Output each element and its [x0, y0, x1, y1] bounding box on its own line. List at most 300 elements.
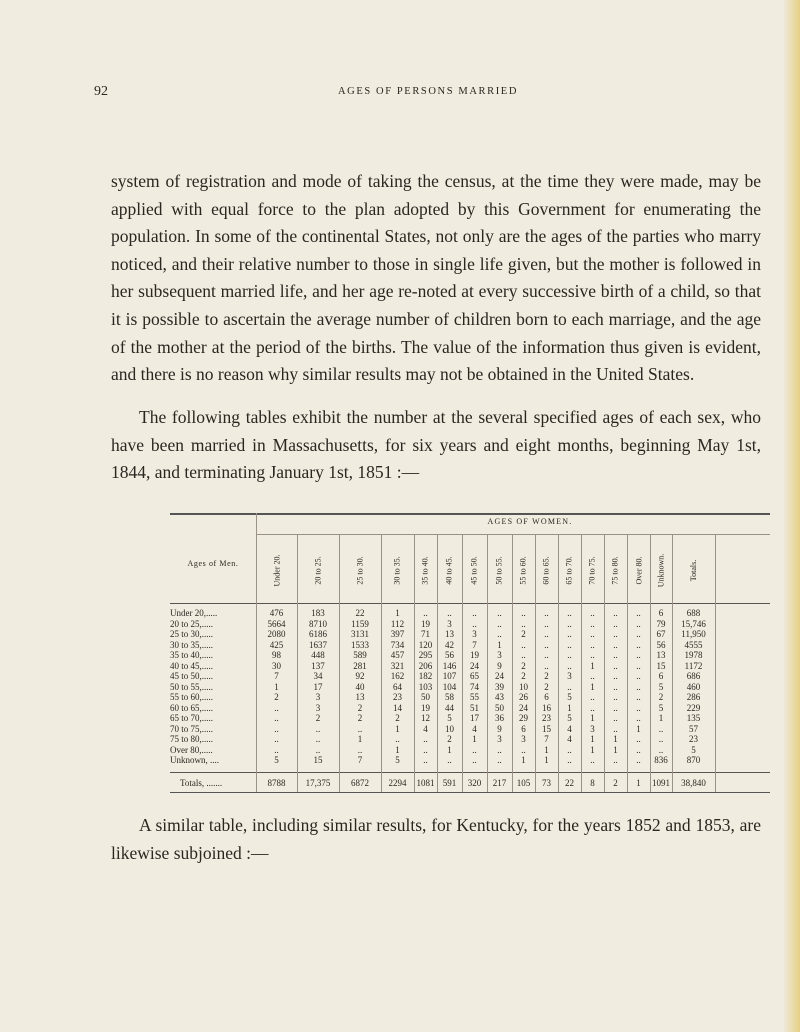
table-cell: 1 [497, 639, 502, 650]
table-cell: .. [497, 744, 502, 755]
table-cell: 6 [544, 692, 549, 702]
table-cell: .. [567, 618, 572, 629]
table-cell: 44 [445, 702, 454, 713]
column-header [581, 541, 604, 599]
table-cell: 3 [315, 702, 321, 713]
table-cell: 15 [542, 723, 551, 734]
column-header [672, 541, 715, 599]
table-cell: .. [521, 618, 526, 629]
row-label: 45 to 50,..... [170, 671, 214, 681]
row-label: 35 to 40,..... [170, 650, 214, 660]
column-header [297, 541, 339, 599]
table-cell: .. [544, 660, 549, 671]
table-rule [170, 603, 770, 604]
table-cell: .. [567, 650, 572, 660]
table-cell: .. [613, 618, 618, 629]
table-cell: 1 [395, 608, 400, 618]
column-header-label: 65 to 70. [565, 555, 575, 585]
paragraph-3: A similar table, including similar results, for Kentucky, for the years 1852 and 1853, are likewise subjoined :— [111, 815, 761, 863]
table-cell: 40 [355, 681, 365, 692]
table-cell: .. [423, 755, 428, 765]
table-cell: 2 [447, 734, 452, 744]
table-cell: 1 [357, 734, 363, 744]
table-cell: 9 [497, 660, 502, 671]
table-cell: .. [636, 650, 641, 660]
column-header-label: 60 to 65. [542, 555, 552, 585]
table-cell: 50 [421, 692, 430, 702]
table-cell: .. [274, 702, 279, 713]
table-cell: 50 [495, 702, 504, 713]
page-edge [784, 0, 800, 1032]
table-cell: .. [357, 723, 363, 734]
table-rule [256, 534, 770, 535]
table-cell: 30 [272, 660, 281, 671]
totals-cell: 8 [590, 778, 595, 788]
table-cell: .. [590, 650, 595, 660]
table-cell: .. [613, 681, 618, 692]
row-label: Under 20,..... [170, 608, 218, 618]
table-cell: .. [636, 608, 641, 618]
running-head: AGES OF PERSONS MARRIED [337, 86, 519, 97]
table-cell: 43 [495, 692, 504, 702]
table-cell: 286 [686, 692, 701, 702]
table-cell: .. [497, 755, 502, 765]
table-cell: 3 [497, 650, 502, 660]
table-cell: 26 [519, 692, 528, 702]
table-cell: .. [521, 639, 526, 650]
table-cell: .. [357, 744, 363, 755]
column-header-label: Totals. [689, 559, 698, 581]
table-cell: 2080 [267, 629, 286, 639]
table-cell: .. [472, 618, 477, 629]
table-cell: 51 [470, 702, 479, 713]
table-cell: .. [613, 650, 618, 660]
table-cell: 22 [355, 608, 365, 618]
table-cell: 1 [544, 755, 549, 765]
table-cell: 1 [590, 660, 595, 671]
table-cell: .. [636, 639, 641, 650]
table-cell: .. [521, 608, 526, 618]
table-cell: 65 [470, 671, 479, 681]
totals-cell: 1091 [652, 778, 670, 788]
table-cell: 1 [658, 713, 664, 723]
table-cell: 2 [544, 681, 549, 692]
table-cell: .. [497, 629, 502, 639]
table-cell: 24 [470, 660, 479, 671]
table-cell: .. [636, 618, 641, 629]
column-header [512, 541, 535, 599]
table-cell: .. [658, 744, 664, 755]
table-cell: 2 [274, 692, 279, 702]
table-cell: 13 [656, 650, 666, 660]
table-cell: 36 [495, 713, 504, 723]
table-cell: .. [590, 755, 595, 765]
page-header [94, 84, 762, 104]
table-cell: 2 [315, 713, 321, 723]
table-cell: 182 [418, 671, 433, 681]
table-cell: 5 [658, 702, 664, 713]
table-cell: 16 [542, 702, 551, 713]
table-cell: 67 [656, 629, 666, 639]
column-header-label: 30 to 35. [392, 555, 402, 585]
column-header [558, 541, 581, 599]
row-label: 25 to 30,..... [170, 629, 214, 639]
totals-cell: 8788 [267, 778, 286, 788]
table-cell: 4 [567, 734, 572, 744]
table-cell: 120 [418, 639, 433, 650]
column-header [381, 541, 414, 599]
table-cell: .. [447, 608, 452, 618]
table-cell: .. [590, 639, 595, 650]
table-cell: 448 [311, 650, 325, 660]
table-cell: 39 [495, 681, 504, 692]
totals-cell: 591 [442, 778, 457, 788]
table-cell: .. [613, 639, 618, 650]
table-cell: .. [544, 618, 549, 629]
table-cell: 98 [272, 650, 281, 660]
table-cell: .. [274, 723, 279, 734]
table-cell: .. [613, 660, 618, 671]
table-cell: 2 [357, 713, 363, 723]
table-cell: .. [567, 744, 572, 755]
table-cell: 104 [442, 681, 457, 692]
column-header [256, 541, 297, 599]
table-cell: 6 [658, 608, 664, 618]
table-cell: 5 [447, 713, 452, 723]
table-cell: 15,746 [681, 618, 706, 629]
row-label: 50 to 55,..... [170, 681, 214, 692]
table-cell: 6 [658, 671, 664, 681]
row-label: 40 to 45,..... [170, 660, 214, 671]
table-cell: 17 [313, 681, 323, 692]
totals-cell: 22 [565, 778, 574, 788]
table-cell: .. [590, 692, 595, 702]
table-cell: 19 [470, 650, 479, 660]
column-header-label: 40 to 45. [445, 555, 455, 585]
table-cell: 1172 [684, 660, 703, 671]
table-cell: .. [636, 744, 641, 755]
totals-cell: 6872 [351, 778, 369, 788]
table-cell: 2 [544, 671, 549, 681]
table-cell: 2 [521, 629, 526, 639]
table-cell: 321 [390, 660, 405, 671]
table-cell: 12 [421, 713, 430, 723]
column-header [650, 541, 672, 599]
totals-cell: 73 [542, 778, 551, 788]
table-cell: 112 [390, 618, 405, 629]
table-cell: 7 [472, 639, 477, 650]
table-cell: .. [544, 608, 549, 618]
table-cell: 107 [442, 671, 457, 681]
table-cell: 56 [445, 650, 454, 660]
table-cell: 3 [590, 723, 595, 734]
table-cell: .. [567, 608, 572, 618]
row-label: 65 to 70,..... [170, 713, 214, 723]
table-cell: 6 [521, 723, 526, 734]
table-cell: .. [274, 734, 279, 744]
table-cell: 1 [395, 744, 400, 755]
page-number: 92 [94, 84, 108, 99]
table-cell: .. [423, 734, 428, 744]
table-cell: 4 [567, 723, 572, 734]
table-cell: .. [590, 608, 595, 618]
column-header [437, 541, 462, 599]
table-cell: 24 [495, 671, 504, 681]
table-cell: 56 [656, 639, 666, 650]
table-cell: .. [613, 608, 618, 618]
table-cell: .. [423, 744, 428, 755]
table-cell: 146 [442, 660, 457, 671]
row-label: 30 to 35,..... [170, 639, 214, 650]
table-cell: 162 [390, 671, 405, 681]
table-cell: 10 [445, 723, 454, 734]
table-cell: 1 [613, 744, 618, 755]
row-label: Over 80,..... [170, 744, 213, 755]
table-cell: .. [567, 755, 572, 765]
table-cell: .. [613, 629, 618, 639]
table-cell: 425 [269, 639, 284, 650]
table-cell: 281 [353, 660, 367, 671]
table-cell: 4555 [684, 639, 703, 650]
table-cell: 34 [313, 671, 323, 681]
table-cell: 870 [686, 755, 701, 765]
table-cell: 7 [274, 671, 279, 681]
table-cell: .. [423, 608, 428, 618]
table-cell: 79 [656, 618, 666, 629]
totals-cell: 320 [467, 778, 482, 788]
table-cell: 58 [445, 692, 454, 702]
table-cell: .. [613, 723, 618, 734]
table-cell: .. [274, 744, 279, 755]
table-cell: 19 [421, 618, 430, 629]
table-cell: 206 [418, 660, 433, 671]
table-cell: 3 [472, 629, 477, 639]
table-cell: 457 [390, 650, 405, 660]
table-cell: 1978 [684, 650, 703, 660]
table-cell: .. [315, 744, 321, 755]
table-cell: .. [636, 681, 641, 692]
totals-cell: 105 [516, 778, 531, 788]
table-cell: 71 [421, 629, 430, 639]
totals-cell: 217 [492, 778, 507, 788]
table-cell: .. [590, 629, 595, 639]
table-cell: .. [613, 755, 618, 765]
table-cell: 4 [472, 723, 477, 734]
table-cell: .. [497, 608, 502, 618]
column-header-label: 20 to 25. [313, 555, 323, 585]
column-header-label: 50 to 55. [495, 555, 505, 585]
table-cell: 15 [313, 755, 323, 765]
table-cell: 7 [544, 734, 549, 744]
table-cell: .. [636, 671, 641, 681]
table-cell: 5 [274, 755, 279, 765]
table-cell: 3 [497, 734, 502, 744]
column-header-label: Under 20. [272, 554, 281, 586]
marriage-ages-table [170, 513, 770, 793]
table-cell: 3 [315, 692, 321, 702]
table-cell: 460 [686, 681, 701, 692]
table-cell: 5 [567, 692, 572, 702]
table-cell: .. [567, 681, 572, 692]
table-cell: .. [567, 639, 572, 650]
table-cell: 42 [445, 639, 454, 650]
table-cell: 13 [355, 692, 365, 702]
table-cell: 2 [658, 692, 664, 702]
table-cell: 1 [544, 744, 549, 755]
table-cell: .. [590, 702, 595, 713]
column-header-label: Unknown. [656, 553, 666, 587]
column-header-label: 45 to 50. [470, 555, 480, 585]
table-cell: 1 [447, 744, 452, 755]
table-cell: 13 [445, 629, 454, 639]
table-cell: 5 [567, 713, 572, 723]
table-cell: 3 [447, 618, 452, 629]
table-cell: 5 [395, 755, 400, 765]
table-cell: 1 [590, 744, 595, 755]
column-header [627, 541, 650, 599]
table-stub-header: Ages of Men. [187, 559, 239, 568]
table-group-title: AGES OF WOMEN. [487, 517, 573, 526]
column-header [535, 541, 558, 599]
table-cell: .. [636, 660, 641, 671]
table-cell: 135 [686, 713, 701, 723]
table-cell: .. [636, 755, 641, 765]
table-rule [170, 772, 770, 773]
column-header [604, 541, 627, 599]
table-cell: 5 [658, 681, 664, 692]
table-rule [170, 513, 770, 515]
table-cell: .. [658, 734, 664, 744]
column-header-label: 70 to 75. [588, 555, 598, 585]
table-cell: 3131 [351, 629, 369, 639]
table-rule [170, 792, 770, 793]
paragraph-1: system of registration and mode of taking the census, at the time they were made, may be applied with equal force to the plan adopted by this Government for enumerating the population. In some of the continental States, not only are the ages of the parties who marry noticed, and their relative number to those in single life given, but the mother is followed in her subsequent married life, and her age re-noted at every successive birth of a child, so that it is possible to ascertain the average number of children born to each marriage, and the age of the mother at the period of the births. The value of the information thus given is evident, and there is no reason why similar results may not be obtained in the United States. [111, 171, 761, 385]
column-header [487, 541, 512, 599]
table-cell: 1 [567, 702, 572, 713]
table-cell: .. [613, 692, 618, 702]
table-cell: .. [447, 755, 452, 765]
table-cell: 2 [395, 713, 400, 723]
totals-cell: 2 [613, 778, 618, 788]
table-cell: .. [590, 618, 595, 629]
table-cell: 29 [519, 713, 528, 723]
table-cell: 836 [654, 755, 668, 765]
table-cell: 1637 [309, 639, 327, 650]
table-cell: .. [613, 702, 618, 713]
table-cell: .. [658, 723, 664, 734]
table-cell: .. [636, 629, 641, 639]
row-label: 55 to 60,..... [170, 692, 214, 702]
table-cell: 1 [590, 734, 595, 744]
table-cell: 14 [393, 702, 402, 713]
table-cell: 103 [418, 681, 433, 692]
table-cell: .. [567, 629, 572, 639]
table-cell: 23 [542, 713, 551, 723]
table-cell: 10 [519, 681, 528, 692]
row-label: 75 to 80,..... [170, 734, 214, 744]
table-cell: 137 [311, 660, 325, 671]
table-cell: 476 [269, 608, 284, 618]
table-cell: 1 [590, 681, 595, 692]
table-cell: .. [521, 650, 526, 660]
table-cell: 15 [656, 660, 666, 671]
table-cell: .. [521, 744, 526, 755]
table-cell: 92 [355, 671, 365, 681]
table-cell: 1533 [351, 639, 369, 650]
table-cell: 1 [613, 734, 618, 744]
table-cell: .. [497, 618, 502, 629]
table-cell: 57 [689, 723, 698, 734]
column-header-label: 55 to 60. [519, 555, 529, 585]
table-cell: 8710 [309, 618, 327, 629]
table-cell: .. [636, 702, 641, 713]
table-cell: .. [274, 713, 279, 723]
table-cell: 19 [421, 702, 430, 713]
table-cell: 9 [497, 723, 502, 734]
table-cell: 397 [390, 629, 405, 639]
table-cell: 24 [519, 702, 528, 713]
totals-cell: 17,375 [305, 778, 331, 788]
table-cell: 183 [311, 608, 325, 618]
table-cell: 1 [472, 734, 477, 744]
table-cell: .. [315, 734, 321, 744]
table-cell: 4 [423, 723, 428, 734]
totals-cell: 1 [636, 778, 641, 788]
table-cell: .. [636, 734, 641, 744]
table-cell: 688 [686, 608, 701, 618]
table-cell: 734 [390, 639, 405, 650]
totals-cell: 2294 [388, 778, 407, 788]
table-cell: 229 [686, 702, 701, 713]
table-cell: 1 [590, 713, 595, 723]
table-cell: 1 [274, 681, 279, 692]
table-cell: .. [544, 639, 549, 650]
row-label: Unknown, .... [170, 755, 219, 765]
table-cell: 686 [686, 671, 701, 681]
table-cell: 1 [521, 755, 526, 765]
table-cell: .. [590, 671, 595, 681]
table-cell: 295 [418, 650, 433, 660]
column-header-label: 25 to 30. [355, 555, 365, 585]
table-cell: 74 [470, 681, 479, 692]
table-cell: 589 [353, 650, 367, 660]
table-cell: 55 [470, 692, 479, 702]
column-divider [715, 534, 716, 792]
table-cell: .. [472, 755, 477, 765]
table-cell: 1 [636, 723, 641, 734]
table-cell: 2 [357, 702, 363, 713]
table-cell: 7 [357, 755, 363, 765]
table-cell: 23 [689, 734, 698, 744]
table-cell: 17 [470, 713, 479, 723]
table-cell: 1159 [351, 618, 369, 629]
table-cell: 2 [521, 671, 526, 681]
table-cell: .. [636, 713, 641, 723]
column-header [339, 541, 381, 599]
table-cell: 5 [691, 744, 696, 755]
table-cell: 3 [567, 671, 572, 681]
table-cell: .. [567, 660, 572, 671]
table-cell: 2 [521, 660, 526, 671]
table-cell: .. [544, 650, 549, 660]
table-cell: .. [613, 671, 618, 681]
table-cell: 6186 [309, 629, 327, 639]
table-cell: .. [613, 713, 618, 723]
row-label: 70 to 75,..... [170, 723, 214, 734]
table-cell: .. [395, 734, 400, 744]
table-cell: .. [472, 744, 477, 755]
column-header-label: Over 80. [634, 556, 643, 584]
